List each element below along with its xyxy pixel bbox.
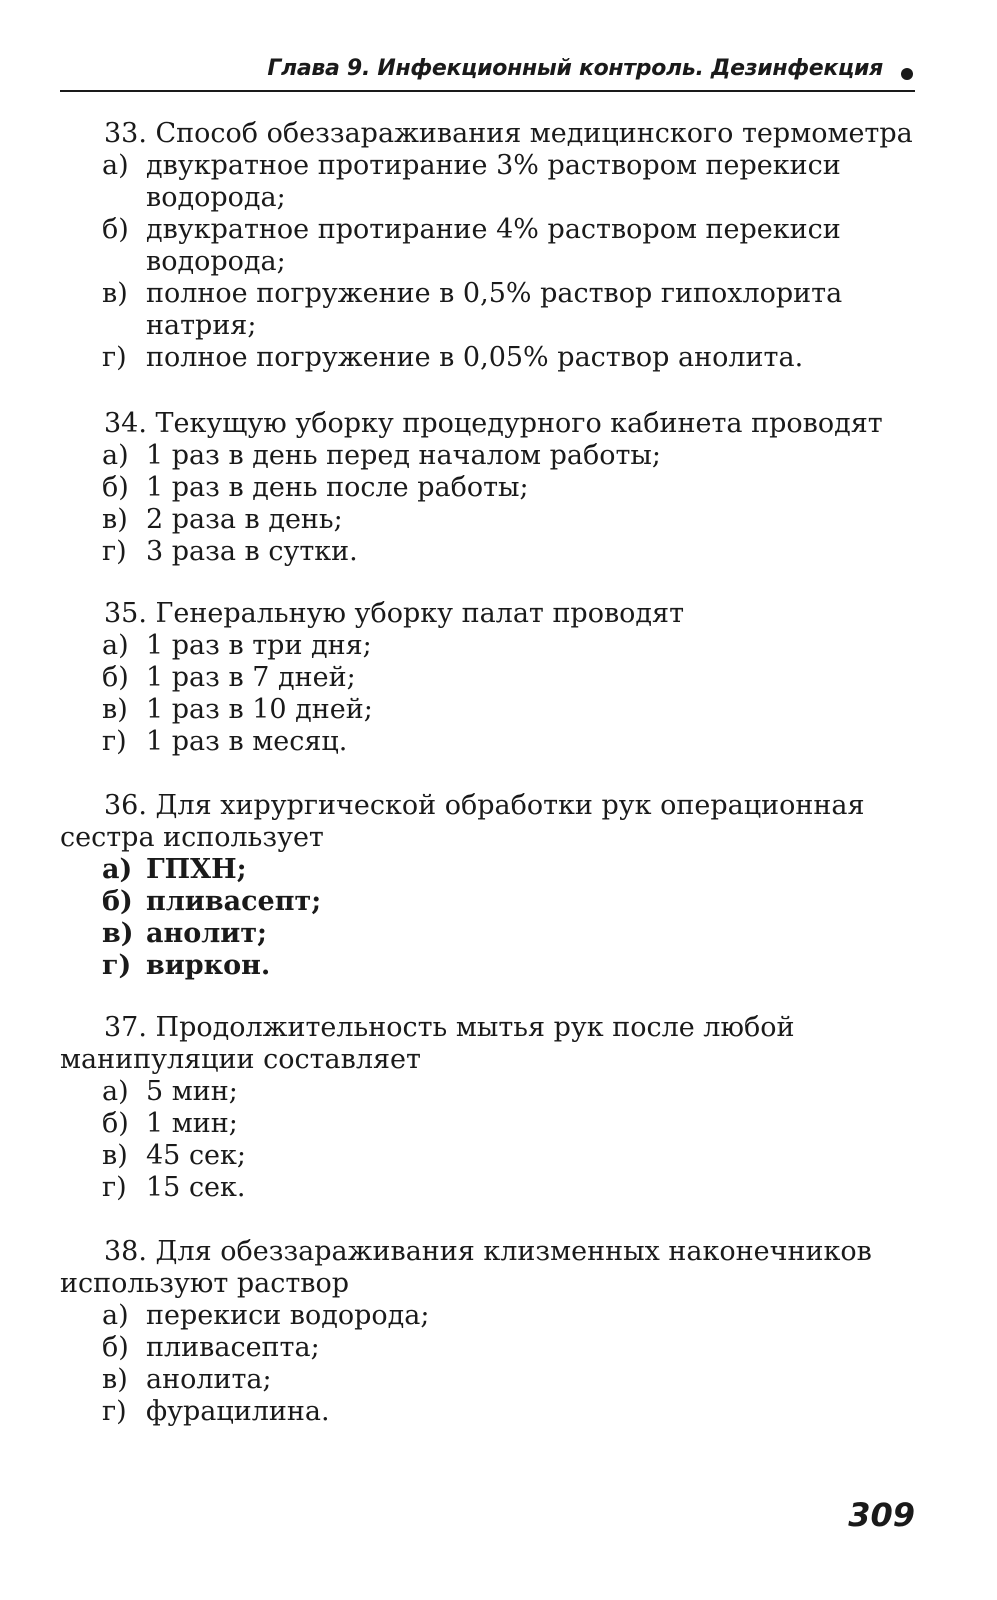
answer-option-a <box>60 854 915 886</box>
answer-option-c <box>60 278 915 342</box>
answer-option-a <box>60 630 915 662</box>
option-text: 45 сек; <box>146 1140 247 1171</box>
option-letter: г) <box>102 536 127 567</box>
answer-option-b <box>60 1108 915 1140</box>
option-letter: г) <box>102 1396 127 1427</box>
answer-option-a <box>60 1300 915 1332</box>
option-letter: б) <box>102 1332 129 1363</box>
question-35 <box>60 598 915 758</box>
answer-option-c <box>60 1140 915 1172</box>
option-text: 1 раз в день перед началом работы; <box>146 440 662 471</box>
answer-option-a <box>60 440 915 472</box>
answer-option-c <box>60 694 915 726</box>
option-text: виркон. <box>146 950 271 981</box>
option-text: полное погружение в 0,05% раствор анолита. <box>146 342 804 373</box>
answer-option-b <box>60 662 915 694</box>
option-letter: а) <box>102 854 133 885</box>
question-stem: 36. Для хирургической обработки рук операционная сестра использует <box>60 790 865 853</box>
option-text: ГПХН; <box>146 854 247 885</box>
option-text: перекиси водорода; <box>146 1300 430 1331</box>
option-text: 1 раз в 10 дней; <box>146 694 373 725</box>
answer-option-a <box>60 150 915 214</box>
question-stem: 38. Для обеззараживания клизменных наконечников используют раствор <box>60 1236 872 1299</box>
option-text: двукратное протирание 3% раствором перекиси водорода; <box>146 150 841 213</box>
answer-option-c <box>60 1364 915 1396</box>
option-letter: б) <box>102 886 133 917</box>
option-text: пливасепт; <box>146 886 322 917</box>
option-letter: а) <box>102 630 129 661</box>
answer-options <box>60 1300 915 1428</box>
question-stem: 37. Продолжительность мытья рук после любой манипуляции составляет <box>60 1012 795 1075</box>
option-letter: б) <box>102 1108 129 1139</box>
answer-option-b <box>60 1332 915 1364</box>
option-letter: б) <box>102 214 129 245</box>
option-letter: в) <box>102 1140 128 1171</box>
option-letter: г) <box>102 726 127 757</box>
answer-option-c <box>60 504 915 536</box>
bullet-icon <box>901 68 913 80</box>
option-letter: а) <box>102 1076 129 1107</box>
answer-option-d <box>60 342 915 374</box>
answer-option-d <box>60 536 915 568</box>
option-letter: г) <box>102 950 132 981</box>
question-33 <box>60 118 915 374</box>
answer-option-b <box>60 214 915 278</box>
option-text: 5 мин; <box>146 1076 238 1107</box>
question-37 <box>60 1012 915 1204</box>
option-text: 15 сек. <box>146 1172 246 1203</box>
question-36 <box>60 790 915 982</box>
option-text: 2 раза в день; <box>146 504 343 535</box>
option-letter: а) <box>102 1300 129 1331</box>
answer-options <box>60 440 915 568</box>
answer-options <box>60 150 915 374</box>
answer-options <box>60 1076 915 1204</box>
option-letter: в) <box>102 694 128 725</box>
question-stem: 33. Способ обеззараживания медицинского термометра <box>104 118 913 149</box>
page-number: 309 <box>848 1496 915 1534</box>
question-stem: 35. Генеральную уборку палат проводят <box>104 598 685 629</box>
option-text: фурацилина. <box>146 1396 330 1427</box>
option-text: анолита; <box>146 1364 272 1395</box>
answer-option-d <box>60 1396 915 1428</box>
answer-options <box>60 630 915 758</box>
option-text: 3 раза в сутки. <box>146 536 358 567</box>
answer-option-d <box>60 950 915 982</box>
option-letter: а) <box>102 440 129 471</box>
option-letter: в) <box>102 278 128 309</box>
option-letter: г) <box>102 342 127 373</box>
option-letter: г) <box>102 1172 127 1203</box>
option-letter: б) <box>102 472 129 503</box>
option-text: 1 раз в месяц. <box>146 726 348 757</box>
answer-option-c <box>60 918 915 950</box>
question-34 <box>60 408 915 568</box>
option-letter: б) <box>102 662 129 693</box>
option-letter: в) <box>102 504 128 535</box>
option-text: 1 раз в день после работы; <box>146 472 529 503</box>
option-letter: в) <box>102 1364 128 1395</box>
answer-option-d <box>60 1172 915 1204</box>
option-text: пливасепта; <box>146 1332 320 1363</box>
option-text: анолит; <box>146 918 268 949</box>
option-letter: в) <box>102 918 134 949</box>
option-text: полное погружение в 0,5% раствор гипохлорита натрия; <box>146 278 843 341</box>
running-header <box>60 52 915 92</box>
answer-options <box>60 854 915 982</box>
question-38 <box>60 1236 915 1428</box>
answer-option-a <box>60 1076 915 1108</box>
option-text: 1 мин; <box>146 1108 238 1139</box>
answer-option-b <box>60 886 915 918</box>
option-text: 1 раз в три дня; <box>146 630 372 661</box>
chapter-title: Глава 9. Инфекционный контроль. Дезинфекция <box>267 56 883 81</box>
answer-option-b <box>60 472 915 504</box>
option-text: 1 раз в 7 дней; <box>146 662 356 693</box>
question-stem: 34. Текущую уборку процедурного кабинета проводят <box>104 408 883 439</box>
answer-option-d <box>60 726 915 758</box>
option-text: двукратное протирание 4% раствором перекиси водорода; <box>146 214 841 277</box>
option-letter: а) <box>102 150 129 181</box>
